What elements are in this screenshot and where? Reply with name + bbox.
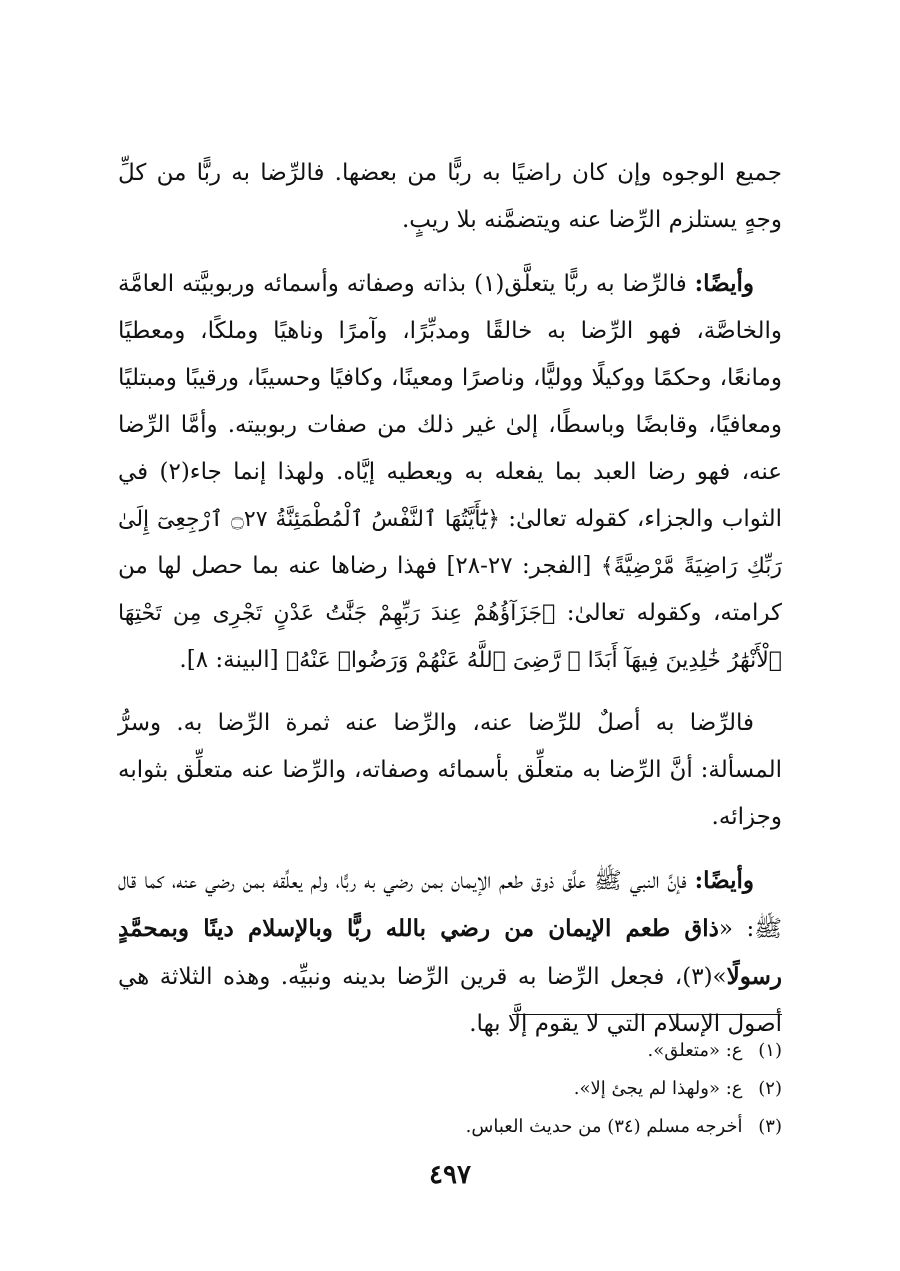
footnote-number: (١) — [758, 1040, 782, 1061]
footnote-1 — [118, 1032, 782, 1070]
paragraph-2-text: فالرِّضا به ربًّا يتعلَّق(١) بذاته وصفاته وأسمائه وربوبيَّته العامَّة والخاصَّة، فهو الرِّضا به خالقًا ومدبِّرًا، وآمرًا وناهيًا وملكًا، ومعطيًا ومانعًا، وحكمًا ووكيلًا ووليًّا، وناصرًا ومعينًا، وكافيًا وحسيبًا، ورقيبًا ومبتليًا ومعافيًا، وقابضًا وباسطًا، إلىٰ غير ذلك من صفات ربوبيته. وأمَّا الرِّضا عنه، فهو رضا العبد بما يفعله به ويعطيه إيَّاه. ولهذا إنما جاء(٢) في الثواب والجزاء، كقوله تعالىٰ: — [118, 271, 783, 532]
footnote-text: ع: «متعلق». — [647, 1040, 743, 1061]
paragraph-2-lead: وأيضًا: — [694, 270, 754, 297]
footnote-3 — [118, 1108, 782, 1146]
paragraph-4-lead: وأيضًا: — [694, 867, 754, 894]
paragraph-4-text-2: »(٣)، فجعل الرِّضا به قرين الرِّضا بدينه ونبيِّه. وهذه الثلاثة هي أصول الإسلام التي لا يقوم إلَّا بها. — [118, 964, 782, 1037]
footnotes — [118, 1032, 782, 1146]
paragraph-1 — [118, 150, 782, 244]
hadith-quote: ذاق طعم الإيمان من رضي بالله ربًّا وبالإسلام دينًا وبمحمَّدٍ رسولًا — [118, 915, 782, 990]
footnote-separator — [512, 1014, 782, 1015]
paragraph-3 — [118, 700, 782, 841]
footnote-number: (٣) — [758, 1116, 782, 1137]
footnote-text: أخرجه مسلم (٣٤) من حديث العباس. — [465, 1116, 743, 1137]
paragraph-3-text: فالرِّضا به أصلٌ للرِّضا عنه، والرِّضا عنه ثمرة الرِّضا به. وسرُّ المسألة: أنَّ الرِّضا به متعلِّق بأسمائه وصفاته، والرِّضا عنه متعلِّق بثوابه وجزائه. — [118, 710, 782, 830]
paragraph-4-text: فإنَّ النبي ﷺ علَّق ذوق طعم الإيمان بمن رضي به ربًّا، ولم يعلِّقه بمن رضي عنه، كما قال ﷺ: « — [118, 868, 782, 942]
paragraph-4 — [118, 857, 782, 1048]
footnote-2 — [118, 1070, 782, 1108]
quran-ref-1: [الفجر: ٢٧-٢٨] — [446, 553, 592, 579]
footnote-number: (٢) — [758, 1078, 782, 1099]
paragraph-2 — [118, 260, 782, 684]
page-number: ٤٩٧ — [429, 1160, 471, 1190]
footnote-text: ع: «ولهذا لم يجئ إلا». — [573, 1078, 743, 1099]
quran-verse-1: ﴿يَٰٓأَيَّتُهَا ٱلنَّفْسُ ٱلْمُطْمَئِنَّةُ ۝٢٧ ٱرْجِعِىٓ إِلَىٰ رَبِّكِ رَاضِيَةً مَّرْضِيَّةً﴾ — [118, 507, 783, 579]
paragraph-1-text: جميع الوجوه وإن كان راضيًا به ربًّا من بعضها. فالرِّضا به ربًّا من كلِّ وجهٍ يستلزم الرِّضا عنه ويتضمَّنه بلا ريبٍ. — [118, 160, 782, 233]
quran-verse-2: ﴿جَزَآؤُهُمْ عِندَ رَبِّهِمْ جَنَّٰتُ عَدْنٍ تَجْرِى مِن تَحْتِهَا ٱلْأَنْهَٰرُ خَٰلِدِينَ فِيهَآ أَبَدًا ۖ رَّضِىَ ٱللَّهُ عَنْهُمْ وَرَضُوا۟ عَنْهُ﴾ — [118, 601, 782, 673]
quran-ref-2: [البينة: ٨]. — [179, 647, 279, 673]
paragraph-2-text-2: فهذا رضاها عنه بما حصل لها من كرامته، وكقوله تعالىٰ: — [118, 553, 782, 626]
